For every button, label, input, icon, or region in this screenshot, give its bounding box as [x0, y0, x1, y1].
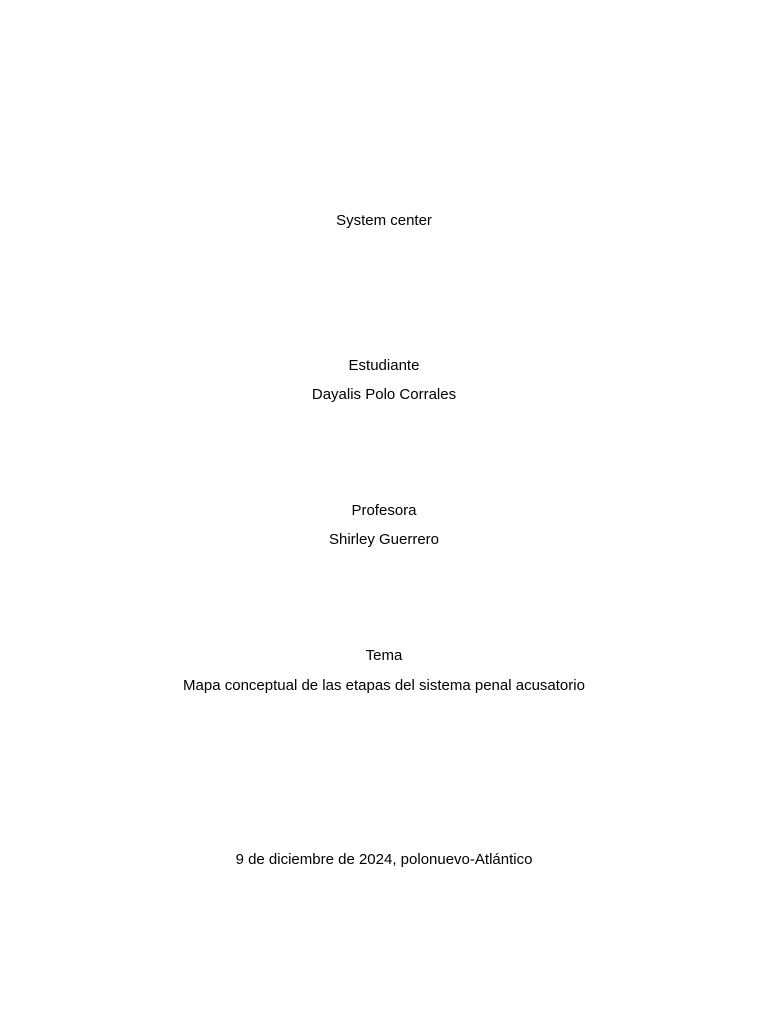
professor-name: Shirley Guerrero: [328, 531, 440, 548]
student-label: Estudiante: [348, 357, 420, 374]
student-name: Dayalis Polo Corrales: [311, 386, 457, 403]
professor-label: Profesora: [351, 502, 417, 519]
topic-label: Tema: [365, 647, 403, 664]
date-place: 9 de diciembre de 2024, polonuevo-Atlántico: [235, 851, 533, 868]
topic-value: Mapa conceptual de las etapas del sistema penal acusatorio: [183, 677, 585, 694]
institution-name: System center: [336, 212, 432, 229]
